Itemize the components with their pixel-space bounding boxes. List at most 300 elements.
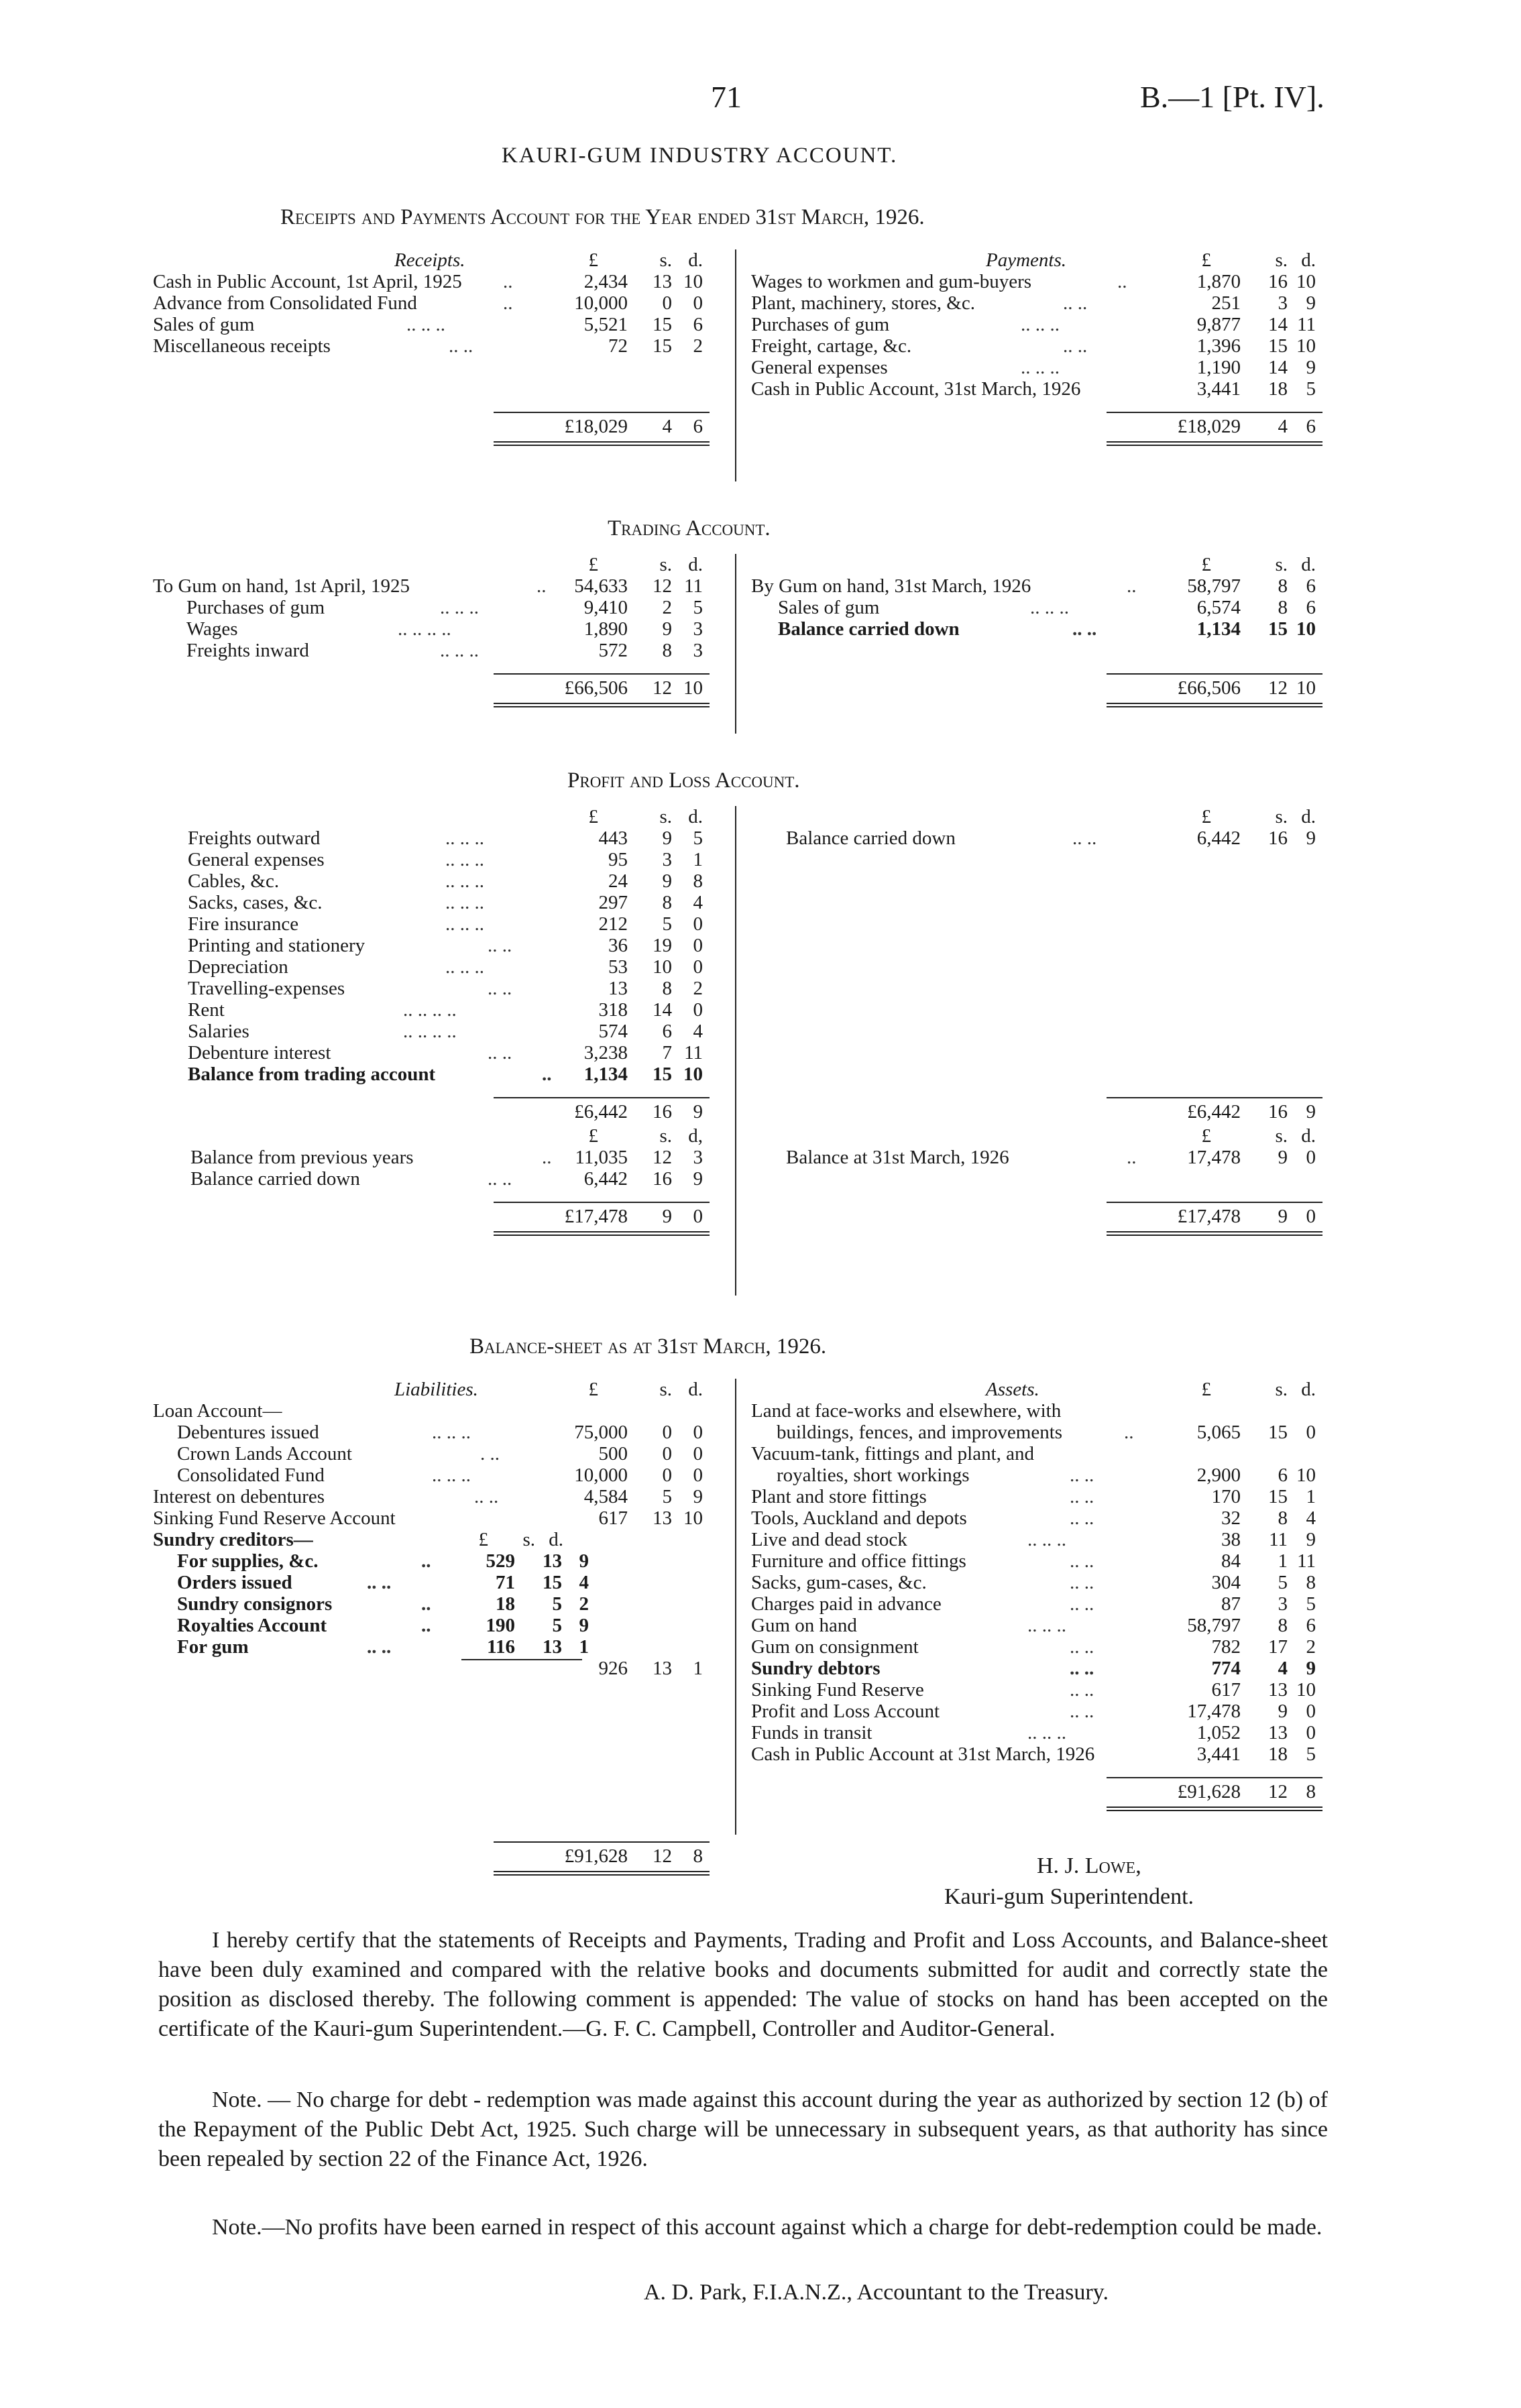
pence-value: 1 bbox=[693, 1658, 703, 1679]
pounds-value: 36 bbox=[608, 935, 628, 956]
leader-dots: .. .. bbox=[488, 935, 512, 956]
shillings-value: 7 bbox=[662, 1042, 672, 1064]
pence-value: 1 bbox=[579, 1636, 589, 1658]
pounds-header: £ bbox=[1201, 554, 1211, 575]
leader-dots: .. .. .. bbox=[1030, 597, 1069, 618]
shillings-value: 5 bbox=[552, 1615, 562, 1636]
leader-dots: .. .. .. bbox=[445, 849, 484, 870]
leader-dots: .. bbox=[421, 1593, 431, 1615]
column-header-row bbox=[751, 1379, 1335, 1400]
pounds-value: 84 bbox=[1221, 1550, 1241, 1572]
shillings-value: 9 bbox=[662, 827, 672, 849]
column-divider bbox=[735, 249, 736, 481]
table-row bbox=[153, 999, 730, 1021]
pounds-value: 24 bbox=[608, 870, 628, 892]
leader-dots: .. bbox=[421, 1615, 431, 1636]
table-row bbox=[751, 271, 1335, 292]
total-row bbox=[153, 1206, 730, 1227]
pounds-value: 11,035 bbox=[575, 1147, 628, 1168]
leader-dots: .. .. bbox=[1070, 1465, 1094, 1486]
row-label: Plant, machinery, stores, &c. bbox=[751, 292, 975, 314]
pence-value: 2 bbox=[1306, 1636, 1316, 1658]
shillings-value: 8 bbox=[1278, 1615, 1288, 1636]
row-label: Furniture and office fittings bbox=[751, 1550, 966, 1572]
shillings-value: 3 bbox=[1278, 1593, 1288, 1615]
row-label: Orders issued bbox=[177, 1572, 292, 1593]
total-rule bbox=[1107, 673, 1322, 675]
pounds-value: 926 bbox=[598, 1658, 628, 1679]
pounds-value: 1,396 bbox=[1196, 335, 1241, 357]
pounds-value: 572 bbox=[598, 640, 628, 661]
shillings-value: 18 bbox=[1268, 378, 1288, 400]
pounds-value: 1,134 bbox=[1196, 618, 1241, 640]
pounds-value: 116 bbox=[487, 1636, 515, 1658]
row-label: Travelling-expenses bbox=[188, 978, 345, 999]
leader-dots: .. .. bbox=[367, 1572, 392, 1593]
pence-value: 9 bbox=[1306, 357, 1316, 378]
table-row bbox=[153, 1486, 730, 1507]
leader-dots: .. .. .. .. bbox=[398, 618, 451, 640]
leader-dots: .. .. .. bbox=[445, 827, 484, 849]
total-row bbox=[751, 1781, 1335, 1802]
pence-value: 9 bbox=[1306, 1529, 1316, 1550]
table-row bbox=[153, 640, 730, 661]
pounds-value: 190 bbox=[486, 1615, 515, 1636]
trading-credits-table bbox=[751, 554, 1335, 709]
leader-dots: .. bbox=[421, 1550, 431, 1572]
pounds-value: £91,628 bbox=[564, 1845, 628, 1867]
leader-dots: .. .. bbox=[1070, 1507, 1094, 1529]
table-row bbox=[751, 1593, 1335, 1615]
receipts-table bbox=[153, 249, 730, 448]
row-label: Profit and Loss Account bbox=[751, 1701, 940, 1722]
table-row bbox=[751, 1529, 1335, 1550]
table-row bbox=[751, 1550, 1335, 1572]
shillings-value: 19 bbox=[653, 935, 672, 956]
pence-value: 9 bbox=[693, 1101, 703, 1123]
total-rule bbox=[494, 1202, 710, 1203]
pence-value: 4 bbox=[1306, 1507, 1316, 1529]
shillings-header: s. bbox=[659, 1379, 672, 1400]
trading-heading: Trading Account. bbox=[608, 516, 771, 540]
leader-dots: .. .. .. bbox=[445, 913, 484, 935]
total-row bbox=[153, 1845, 730, 1867]
shillings-value: 5 bbox=[1278, 1572, 1288, 1593]
row-label: Consolidated Fund bbox=[177, 1465, 325, 1486]
shillings-value: 16 bbox=[1268, 827, 1288, 849]
pence-value: 2 bbox=[693, 978, 703, 999]
page-number: 71 bbox=[711, 80, 742, 114]
table-row bbox=[751, 1701, 1335, 1722]
row-label: Wages to workmen and gum-buyers bbox=[751, 271, 1032, 292]
leader-dots: .. bbox=[542, 1147, 552, 1168]
pence-value: 4 bbox=[693, 892, 703, 913]
pence-value: 4 bbox=[579, 1572, 589, 1593]
table-row bbox=[153, 1042, 730, 1064]
pounds-value: 13 bbox=[608, 978, 628, 999]
pence-value: 11 bbox=[684, 1042, 703, 1064]
row-label: buildings, fences, and improvements bbox=[777, 1422, 1063, 1443]
table-row bbox=[153, 935, 730, 956]
table-row bbox=[153, 1465, 730, 1486]
pounds-value: 318 bbox=[598, 999, 628, 1021]
pence-value: 11 bbox=[684, 575, 703, 597]
pounds-value: 574 bbox=[598, 1021, 628, 1042]
table-row bbox=[751, 292, 1335, 314]
row-label: Debentures issued bbox=[177, 1422, 319, 1443]
pounds-value: 9,877 bbox=[1196, 314, 1241, 335]
row-label: Freight, cartage, &c. bbox=[751, 335, 912, 357]
table-row bbox=[751, 357, 1335, 378]
shillings-value: 12 bbox=[653, 677, 672, 699]
shillings-value: 13 bbox=[1268, 1722, 1288, 1743]
pence-value: 0 bbox=[693, 1422, 703, 1443]
row-label: Printing and stationery bbox=[188, 935, 365, 956]
double-rule bbox=[494, 441, 710, 446]
row-label: Balance carried down bbox=[778, 618, 960, 640]
leader-dots: .. .. bbox=[1070, 1658, 1094, 1679]
table-row bbox=[751, 1743, 1335, 1765]
pounds-value: 71 bbox=[496, 1572, 515, 1593]
pounds-value: 10,000 bbox=[574, 292, 628, 314]
double-rule bbox=[1107, 703, 1322, 707]
shillings-value: 9 bbox=[1278, 1206, 1288, 1227]
row-label: Fire insurance bbox=[188, 913, 299, 935]
table-row bbox=[751, 618, 1335, 640]
leader-dots: .. .. bbox=[1070, 1550, 1094, 1572]
column-divider bbox=[735, 1379, 736, 1835]
leader-dots: .. .. bbox=[1070, 1572, 1094, 1593]
total-row bbox=[751, 677, 1335, 699]
table-row bbox=[751, 1465, 1335, 1486]
leader-dots: .. bbox=[537, 575, 547, 597]
pence-value: 10 bbox=[1296, 335, 1316, 357]
shillings-value: 8 bbox=[1278, 1507, 1288, 1529]
total-rule bbox=[1107, 1202, 1322, 1203]
pence-value: 6 bbox=[1306, 1615, 1316, 1636]
row-label: Salaries bbox=[188, 1021, 249, 1042]
assets-table bbox=[751, 1379, 1335, 1813]
shillings-value: 15 bbox=[653, 1064, 672, 1085]
pence-value: 10 bbox=[683, 1064, 703, 1085]
row-label: Plant and store fittings bbox=[751, 1486, 927, 1507]
pence-value: 11 bbox=[1297, 314, 1316, 335]
leader-dots: .. .. bbox=[488, 978, 512, 999]
row-label: Loan Account— bbox=[153, 1400, 282, 1422]
shillings-value: 14 bbox=[653, 999, 672, 1021]
total-row bbox=[751, 1206, 1335, 1227]
pounds-value: 6,574 bbox=[1196, 597, 1241, 618]
table-row bbox=[153, 1064, 730, 1085]
row-label: Sundry consignors bbox=[177, 1593, 333, 1615]
total-row bbox=[153, 1101, 730, 1123]
pence-value: 5 bbox=[693, 827, 703, 849]
leader-dots: .. .. bbox=[1070, 1486, 1094, 1507]
row-label: Live and dead stock bbox=[751, 1529, 907, 1550]
table-row bbox=[751, 1507, 1335, 1529]
shillings-value: 0 bbox=[662, 1465, 672, 1486]
shillings-value: 9 bbox=[662, 618, 672, 640]
table-row bbox=[751, 1147, 1335, 1168]
shillings-value: 9 bbox=[662, 1206, 672, 1227]
pounds-value: 3,441 bbox=[1196, 1743, 1241, 1765]
row-label: Cables, &c. bbox=[188, 870, 280, 892]
row-label: Land at face-works and elsewhere, with bbox=[751, 1400, 1062, 1422]
row-label: Balance carried down bbox=[190, 1168, 360, 1190]
leader-dots: .. bbox=[1117, 271, 1127, 292]
pounds-value: 58,797 bbox=[1187, 1615, 1241, 1636]
pence-header: d. bbox=[549, 1529, 563, 1550]
double-rule bbox=[494, 1231, 710, 1236]
shillings-value: 18 bbox=[1268, 1743, 1288, 1765]
pence-value: 0 bbox=[1306, 1422, 1316, 1443]
shillings-value: 15 bbox=[1268, 1486, 1288, 1507]
shillings-value: 13 bbox=[1268, 1679, 1288, 1701]
shillings-value: 9 bbox=[662, 870, 672, 892]
table-row bbox=[153, 271, 730, 292]
shillings-value: 5 bbox=[662, 1486, 672, 1507]
pounds-value: 297 bbox=[598, 892, 628, 913]
shillings-value: 16 bbox=[1268, 1101, 1288, 1123]
column-header-row bbox=[153, 1125, 730, 1147]
pounds-value: £91,628 bbox=[1177, 1781, 1241, 1802]
shillings-value: 13 bbox=[543, 1636, 562, 1658]
total-row bbox=[751, 1101, 1335, 1123]
pounds-value: 212 bbox=[598, 913, 628, 935]
pounds-header: £ bbox=[588, 806, 598, 827]
leader-dots: .. .. bbox=[1070, 1593, 1094, 1615]
shillings-value: 3 bbox=[662, 849, 672, 870]
pounds-value: £66,506 bbox=[564, 677, 628, 699]
row-label: For supplies, &c. bbox=[177, 1550, 319, 1572]
pounds-header: £ bbox=[1201, 1379, 1211, 1400]
pence-value: 1 bbox=[1306, 1486, 1316, 1507]
leader-dots: .. .. .. .. bbox=[403, 999, 457, 1021]
pounds-value: £66,506 bbox=[1177, 677, 1241, 699]
table-row bbox=[153, 1443, 730, 1465]
row-label: Sundry creditors— bbox=[153, 1529, 313, 1550]
shillings-value: 2 bbox=[662, 597, 672, 618]
total-rule bbox=[494, 1841, 710, 1843]
shillings-header: s. bbox=[659, 554, 672, 575]
table-row bbox=[153, 597, 730, 618]
shillings-header: s. bbox=[1275, 806, 1288, 827]
pounds-value: 9,410 bbox=[583, 597, 628, 618]
pence-value: 5 bbox=[1306, 378, 1316, 400]
row-label: Sales of gum bbox=[778, 597, 880, 618]
pence-header: d. bbox=[1301, 554, 1316, 575]
double-rule bbox=[1107, 441, 1322, 446]
pence-value: 9 bbox=[579, 1615, 589, 1636]
pence-value: 8 bbox=[1306, 1572, 1316, 1593]
shillings-value: 16 bbox=[653, 1168, 672, 1190]
row-label: Depreciation bbox=[188, 956, 288, 978]
pounds-value: 1,890 bbox=[583, 618, 628, 640]
shillings-value: 5 bbox=[662, 913, 672, 935]
table-row bbox=[751, 378, 1335, 400]
liabilities-table bbox=[153, 1379, 730, 1878]
profit-loss-debits-table bbox=[153, 806, 730, 1238]
trading-debits-table bbox=[153, 554, 730, 709]
pounds-header: £ bbox=[1201, 1125, 1211, 1147]
leader-dots: .. .. .. bbox=[432, 1422, 471, 1443]
shillings-value: 4 bbox=[1278, 1658, 1288, 1679]
superintendent-title: Kauri-gum Superintendent. bbox=[944, 1884, 1194, 1909]
pence-value: 4 bbox=[693, 1021, 703, 1042]
table-row bbox=[153, 335, 730, 357]
table-row bbox=[751, 314, 1335, 335]
pence-value: 0 bbox=[1306, 1206, 1316, 1227]
table-row bbox=[751, 1615, 1335, 1636]
total-row bbox=[153, 677, 730, 699]
shillings-value: 0 bbox=[662, 1422, 672, 1443]
leader-dots: .. .. .. bbox=[1021, 357, 1060, 378]
row-label: Gum on consignment bbox=[751, 1636, 919, 1658]
pounds-value: 774 bbox=[1211, 1658, 1241, 1679]
column-caption: Receipts. bbox=[394, 249, 465, 271]
sub-header-row bbox=[153, 1529, 730, 1550]
shillings-header: s. bbox=[1275, 554, 1288, 575]
pence-value: 5 bbox=[1306, 1743, 1316, 1765]
shillings-value: 1 bbox=[1278, 1550, 1288, 1572]
shillings-value: 12 bbox=[653, 575, 672, 597]
total-row bbox=[751, 416, 1335, 437]
pence-value: 3 bbox=[693, 1147, 703, 1168]
pence-value: 9 bbox=[693, 1168, 703, 1190]
pounds-value: 6,442 bbox=[583, 1168, 628, 1190]
table-row bbox=[751, 1636, 1335, 1658]
total-rule bbox=[494, 1097, 710, 1098]
leader-dots: .. .. .. bbox=[440, 597, 479, 618]
leader-dots: .. .. bbox=[1070, 1636, 1094, 1658]
pence-value: 11 bbox=[1297, 1550, 1316, 1572]
table-row bbox=[751, 827, 1335, 849]
table-row bbox=[153, 618, 730, 640]
pounds-value: 782 bbox=[1211, 1636, 1241, 1658]
profit-loss-credits-table bbox=[751, 806, 1335, 1238]
table-row bbox=[751, 335, 1335, 357]
row-label: Debenture interest bbox=[188, 1042, 331, 1064]
leader-dots: .. bbox=[1127, 1147, 1137, 1168]
table-row bbox=[751, 1422, 1335, 1443]
pence-value: 9 bbox=[1306, 827, 1316, 849]
column-header-row bbox=[153, 554, 730, 575]
shillings-value: 8 bbox=[662, 978, 672, 999]
row-label: Balance from trading account bbox=[188, 1064, 436, 1085]
page-title: KAURI-GUM INDUSTRY ACCOUNT. bbox=[502, 144, 898, 168]
pounds-value: 87 bbox=[1221, 1593, 1241, 1615]
table-row bbox=[153, 314, 730, 335]
row-label: royalties, short workings bbox=[777, 1465, 970, 1486]
row-label: General expenses bbox=[751, 357, 888, 378]
pounds-value: 72 bbox=[608, 335, 628, 357]
creditor-row bbox=[153, 1636, 730, 1658]
pounds-value: £17,478 bbox=[564, 1206, 628, 1227]
shillings-header: s. bbox=[659, 1125, 672, 1147]
row-label: For gum bbox=[177, 1636, 249, 1658]
shillings-value: 10 bbox=[653, 956, 672, 978]
shillings-value: 5 bbox=[552, 1593, 562, 1615]
pence-value: 8 bbox=[693, 1845, 703, 1867]
creditor-row bbox=[153, 1550, 730, 1572]
pence-header: d. bbox=[688, 249, 703, 271]
pounds-value: 17,478 bbox=[1187, 1147, 1241, 1168]
table-row bbox=[751, 1443, 1335, 1465]
column-divider bbox=[735, 554, 736, 734]
table-row bbox=[153, 1507, 730, 1529]
table-row bbox=[153, 1168, 730, 1190]
pence-value: 9 bbox=[1306, 1658, 1316, 1679]
row-label: Tools, Auckland and depots bbox=[751, 1507, 967, 1529]
row-label: Rent bbox=[188, 999, 225, 1021]
pence-header: d. bbox=[688, 1379, 703, 1400]
pence-value: 6 bbox=[1306, 597, 1316, 618]
leader-dots: .. .. bbox=[488, 1042, 512, 1064]
column-caption: Liabilities. bbox=[394, 1379, 478, 1400]
pence-header: d. bbox=[688, 554, 703, 575]
row-label: Sales of gum bbox=[153, 314, 255, 335]
shillings-value: 15 bbox=[1268, 335, 1288, 357]
row-label: Advance from Consolidated Fund bbox=[153, 292, 417, 314]
shillings-header: s. bbox=[1275, 1125, 1288, 1147]
table-row bbox=[153, 1021, 730, 1042]
shillings-value: 15 bbox=[1268, 1422, 1288, 1443]
row-label: Sinking Fund Reserve Account bbox=[153, 1507, 396, 1529]
pence-value: 0 bbox=[693, 956, 703, 978]
leader-dots: .. .. .. bbox=[432, 1465, 471, 1486]
pounds-header: £ bbox=[588, 554, 598, 575]
row-label: Sundry debtors bbox=[751, 1658, 881, 1679]
pounds-value: 529 bbox=[486, 1550, 515, 1572]
leader-dots: .. .. .. bbox=[445, 892, 484, 913]
double-rule bbox=[1107, 1807, 1322, 1811]
row-label: Balance carried down bbox=[786, 827, 956, 849]
pence-value: 10 bbox=[1296, 618, 1316, 640]
shillings-value: 15 bbox=[543, 1572, 562, 1593]
leader-dots: .. .. .. bbox=[1027, 1722, 1066, 1743]
row-label: Wages bbox=[186, 618, 238, 640]
pounds-header: £ bbox=[588, 1125, 598, 1147]
shillings-value: 16 bbox=[653, 1101, 672, 1123]
row-label: Charges paid in advance bbox=[751, 1593, 942, 1615]
double-rule bbox=[494, 703, 710, 707]
shillings-header: s. bbox=[1275, 1379, 1288, 1400]
pence-value: 0 bbox=[693, 999, 703, 1021]
pounds-header: £ bbox=[478, 1529, 488, 1550]
double-rule bbox=[494, 1871, 710, 1876]
shillings-value: 13 bbox=[543, 1550, 562, 1572]
row-label: Freights outward bbox=[188, 827, 321, 849]
row-label: Purchases of gum bbox=[186, 597, 325, 618]
shillings-value: 16 bbox=[1268, 271, 1288, 292]
column-caption: Assets. bbox=[986, 1379, 1039, 1400]
table-row bbox=[153, 892, 730, 913]
leader-dots: .. .. bbox=[1070, 1679, 1094, 1701]
leader-dots: .. .. bbox=[367, 1636, 392, 1658]
payments-table bbox=[751, 249, 1335, 448]
column-caption: Payments. bbox=[986, 249, 1066, 271]
leader-dots: .. .. bbox=[1063, 292, 1088, 314]
pence-header: d. bbox=[1301, 249, 1316, 271]
table-row bbox=[153, 849, 730, 870]
leader-dots: .. bbox=[503, 292, 513, 314]
shillings-value: 3 bbox=[1278, 292, 1288, 314]
pounds-value: £6,442 bbox=[574, 1101, 628, 1123]
pounds-value: £6,442 bbox=[1187, 1101, 1241, 1123]
pence-value: 9 bbox=[1306, 1101, 1316, 1123]
pounds-value: 17,478 bbox=[1187, 1701, 1241, 1722]
table-row bbox=[751, 575, 1335, 597]
